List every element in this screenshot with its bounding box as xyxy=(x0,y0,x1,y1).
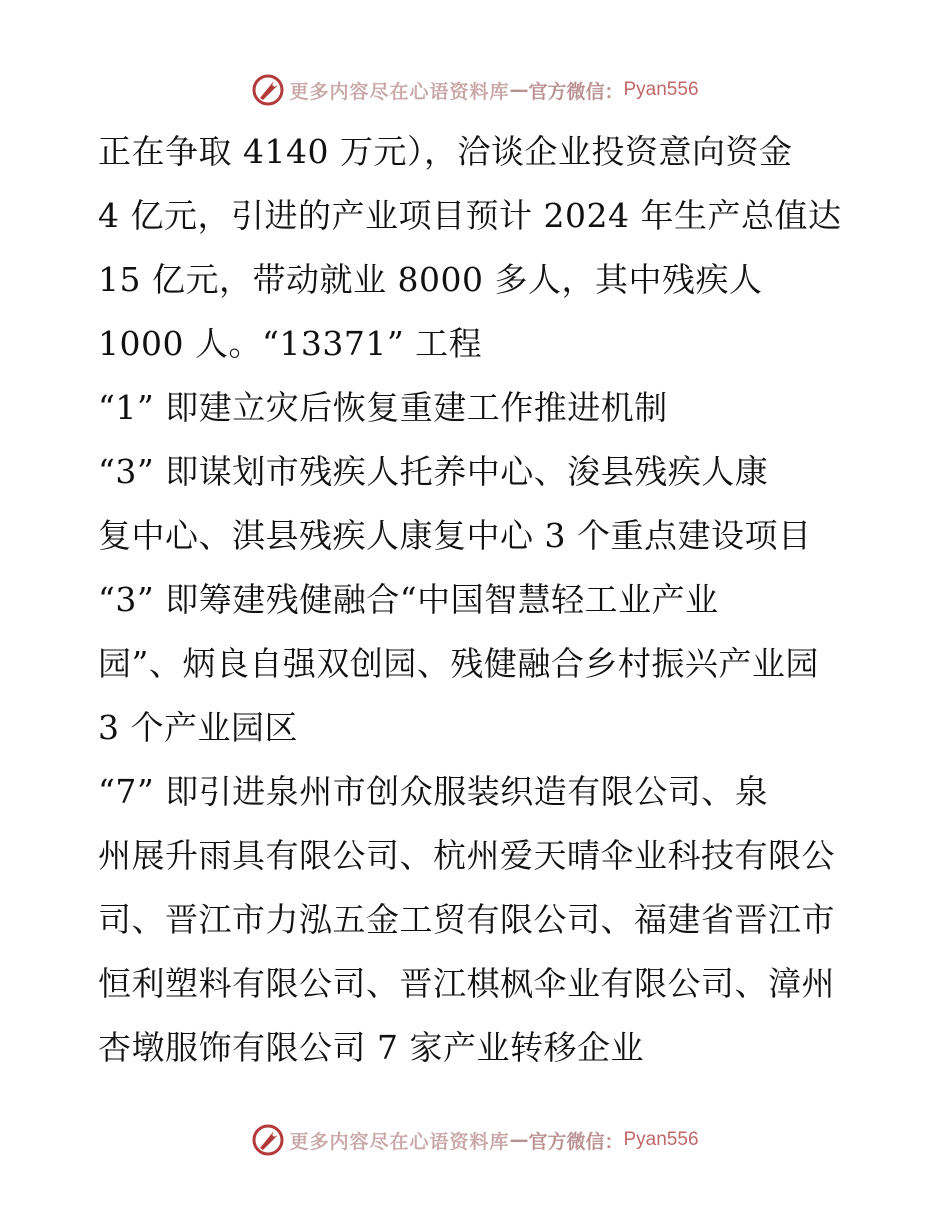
body-line: 正在争取 4140 万元），洽谈企业投资意向资金 xyxy=(98,132,793,171)
body-line: “3” 即筹建残健融合“中国智慧轻工业产业 xyxy=(98,580,719,619)
pen-nib-logo-icon xyxy=(251,73,285,107)
watermark-main-text: 更多内容尽在心语资料库 xyxy=(289,1130,510,1153)
watermark-main-text: 更多内容尽在心语资料库 xyxy=(289,80,510,103)
body-line: 园”、炳良自强双创园、残健融合乡村振兴产业园 xyxy=(98,644,819,683)
body-line: 州展升雨具有限公司、杭州爱天晴伞业科技有限公 xyxy=(98,836,835,875)
pen-nib-logo-icon xyxy=(251,1123,285,1157)
footer-watermark xyxy=(0,1120,950,1160)
body-line: 杏墩服饰有限公司 7 家产业转移企业 xyxy=(98,1028,644,1067)
body-line: 4 亿元，引进的产业项目预计 2024 年生产总值达 xyxy=(98,196,842,235)
document-body xyxy=(98,120,858,1080)
body-line: 复中心、淇县残疾人康复中心 3 个重点建设项目 xyxy=(98,516,812,555)
watermark-sub-text: 官方微信： xyxy=(528,80,624,103)
body-line: 司、晋江市力泓五金工贸有限公司、福建省晋江市 xyxy=(98,900,835,939)
watermark-account: Pyan556 xyxy=(623,1129,699,1150)
body-line: “7” 即引进泉州市创众服装织造有限公司、泉 xyxy=(98,772,769,811)
body-line: 恒利塑料有限公司、晋江棋枫伞业有限公司、漳州 xyxy=(98,964,835,1003)
body-line: “3” 即谋划市残疾人托养中心、浚县残疾人康 xyxy=(98,452,769,491)
body-line: 15 亿元，带动就业 8000 多人，其中残疾人 xyxy=(98,260,763,299)
watermark-sub-text: 官方微信： xyxy=(528,1130,624,1153)
watermark-account: Pyan556 xyxy=(623,79,699,100)
body-line: “1” 即建立灾后恢复重建工作推进机制 xyxy=(98,388,668,427)
body-line: 3 个产业园区 xyxy=(98,708,298,747)
watermark-dash: — xyxy=(509,1129,529,1151)
body-line: 1000 人。“13371” 工程 xyxy=(98,324,483,363)
header-watermark xyxy=(0,70,950,110)
watermark-dash: — xyxy=(509,79,529,101)
